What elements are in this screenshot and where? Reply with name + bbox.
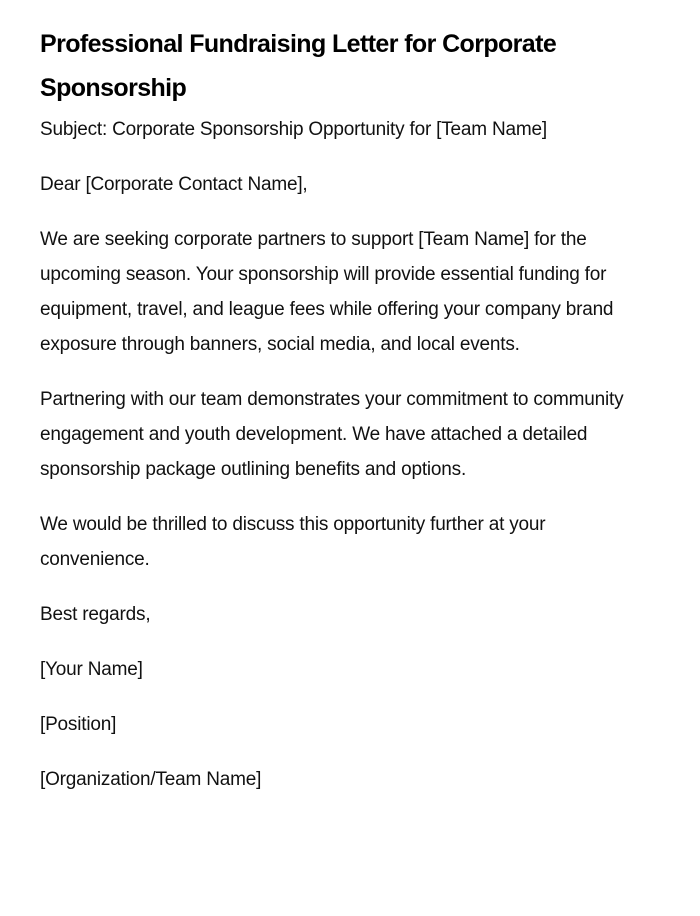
- body-paragraph-2: Partnering with our team demonstrates your commitment to community engagement and youth development. We have attached a detailed sponsorship package outlining benefits and options.: [40, 389, 624, 480]
- signature-position: [Position]: [40, 714, 117, 735]
- body-paragraph-1: We are seeking corporate partners to support [Team Name] for the upcoming season. Your sponsorship will provide essential funding for equipment, travel, and league fees while offering your company brand exposure through banners, social media, and local events.: [40, 229, 614, 355]
- document-title: Professional Fundraising Letter for Corporate Sponsorship: [40, 30, 557, 102]
- salutation: Dear [Corporate Contact Name],: [40, 174, 308, 195]
- signature-name: [Your Name]: [40, 659, 143, 680]
- body-paragraph-3: We would be thrilled to discuss this opportunity further at your convenience.: [40, 514, 546, 570]
- closing: Best regards,: [40, 604, 151, 625]
- subject-line: Subject: Corporate Sponsorship Opportunity for [Team Name]: [40, 119, 547, 140]
- signature-organization: [Organization/Team Name]: [40, 769, 262, 790]
